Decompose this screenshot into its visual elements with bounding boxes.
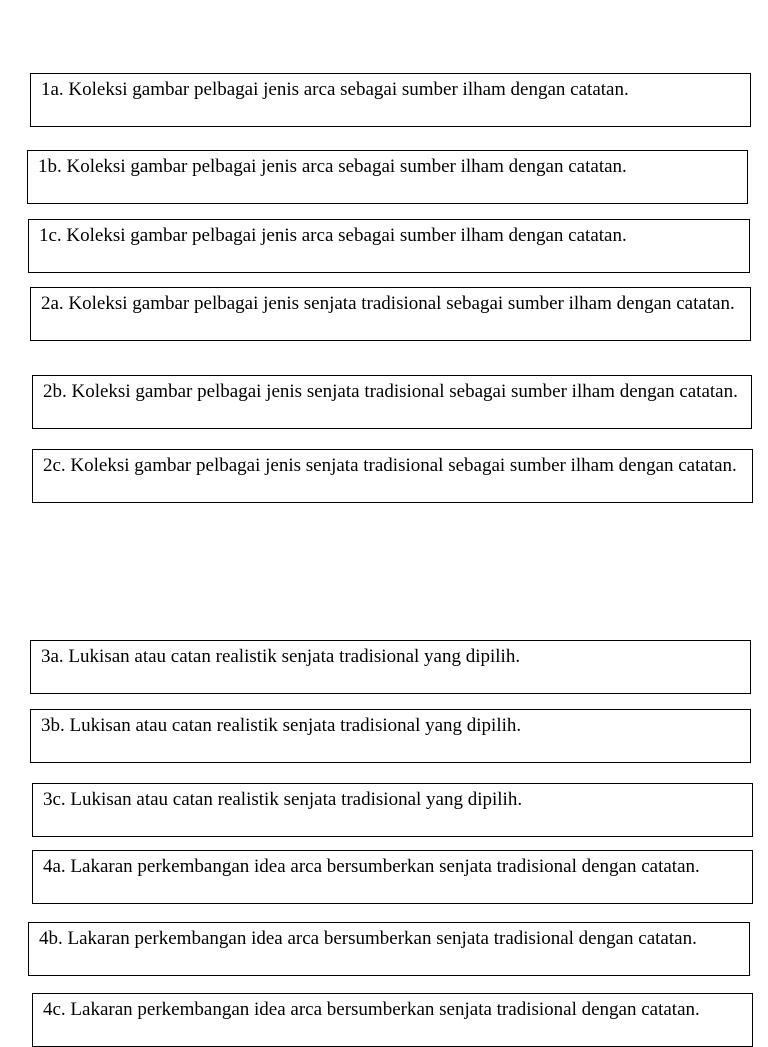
label-box-4a bbox=[32, 850, 753, 904]
label-box-2a bbox=[30, 287, 751, 341]
label-text-2b: 2b. Koleksi gambar pelbagai jenis senjata tradisional sebagai sumber ilham dengan catatan. bbox=[43, 381, 738, 402]
label-box-1b bbox=[27, 150, 748, 204]
label-box-1a bbox=[30, 73, 751, 127]
label-box-2c bbox=[32, 449, 753, 503]
label-box-2b bbox=[32, 375, 752, 429]
label-text-1c: 1c. Koleksi gambar pelbagai jenis arca sebagai sumber ilham dengan catatan. bbox=[39, 225, 627, 246]
label-text-4a: 4a. Lakaran perkembangan idea arca bersumberkan senjata tradisional dengan catatan. bbox=[43, 856, 700, 877]
label-text-4c: 4c. Lakaran perkembangan idea arca bersumberkan senjata tradisional dengan catatan. bbox=[43, 999, 700, 1020]
label-text-4b: 4b. Lakaran perkembangan idea arca bersumberkan senjata tradisional dengan catatan. bbox=[39, 928, 697, 949]
label-box-1c bbox=[28, 219, 750, 273]
label-text-1a: 1a. Koleksi gambar pelbagai jenis arca sebagai sumber ilham dengan catatan. bbox=[41, 79, 629, 100]
label-box-3b bbox=[30, 709, 751, 763]
label-text-2c: 2c. Koleksi gambar pelbagai jenis senjata tradisional sebagai sumber ilham dengan catatan. bbox=[43, 455, 737, 476]
label-text-1b: 1b. Koleksi gambar pelbagai jenis arca sebagai sumber ilham dengan catatan. bbox=[38, 156, 627, 177]
label-text-3a: 3a. Lukisan atau catan realistik senjata tradisional yang dipilih. bbox=[41, 646, 521, 667]
label-box-4b bbox=[28, 922, 750, 976]
label-text-3b: 3b. Lukisan atau catan realistik senjata tradisional yang dipilih. bbox=[41, 715, 522, 736]
label-box-3a bbox=[30, 640, 751, 694]
label-text-2a: 2a. Koleksi gambar pelbagai jenis senjata tradisional sebagai sumber ilham dengan catatan. bbox=[41, 293, 735, 314]
label-box-3c bbox=[32, 783, 753, 837]
label-box-4c bbox=[32, 993, 753, 1047]
label-text-3c: 3c. Lukisan atau catan realistik senjata tradisional yang dipilih. bbox=[43, 789, 523, 810]
